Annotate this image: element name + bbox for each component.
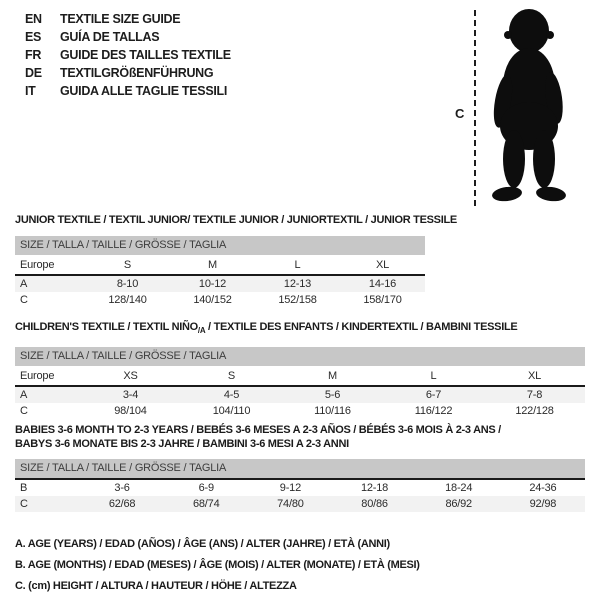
language-code: FR: [25, 48, 42, 62]
table-row-c: [15, 292, 425, 308]
language-label: GUIDA ALLE TAGLIE TESSILI: [60, 84, 228, 98]
row-label: C: [20, 405, 28, 418]
size-header-bar: SIZE / TALLA / TAILLE / GRÖSSE / TAGLIA: [15, 236, 425, 255]
toddler-silhouette-icon: [481, 6, 577, 208]
data-cell: 140/152: [193, 294, 232, 306]
table-row-c: [15, 403, 585, 419]
row-label: A: [20, 389, 28, 402]
row-label: B: [20, 482, 28, 494]
header-cell-size: L: [255, 255, 340, 275]
height-measure-line: [474, 10, 476, 206]
data-cell: 7-8: [526, 389, 543, 402]
data-cell: 122/128: [515, 405, 554, 418]
header-cell-size: M: [282, 366, 383, 386]
data-cell: 6-9: [198, 482, 214, 494]
junior-size-table: [15, 255, 425, 308]
data-cell: 98/104: [114, 405, 147, 418]
section-title-babies-line2: BABYS 3-6 MONATE BIS 2-3 JAHRE / BAMBINI 3-6 MESI A 2-3 ANNI: [15, 438, 349, 450]
data-cell: 14-16: [368, 278, 397, 290]
header-cell-size: S: [181, 366, 282, 386]
data-cell: 68/74: [192, 498, 220, 510]
data-cell: 10-12: [198, 278, 227, 290]
footnote-c: C. (cm) HEIGHT / ALTURA / HAUTEUR / HÖHE / ALTEZZA: [15, 580, 297, 592]
title-text: CHILDREN'S TEXTILE / TEXTIL NIÑO: [15, 321, 198, 333]
size-header-bar: SIZE / TALLA / TAILLE / GRÖSSE / TAGLIA: [15, 459, 585, 480]
data-cell: 6-7: [425, 389, 442, 402]
data-cell: 24-36: [529, 482, 557, 494]
data-cell: 18-24: [445, 482, 473, 494]
table-row-a: [15, 386, 585, 403]
row-label: A: [20, 278, 28, 290]
data-cell: 3-4: [122, 389, 139, 402]
footnote-legend: [15, 534, 420, 597]
data-cell: 5-6: [324, 389, 341, 402]
data-cell: 128/140: [108, 294, 147, 306]
size-header-bar: SIZE / TALLA / TAILLE / GRÖSSE / TAGLIA: [15, 347, 585, 366]
language-label: GUIDE DES TAILLES TEXTILE: [60, 48, 231, 62]
language-row-fr: [25, 46, 231, 64]
data-cell: 4-5: [223, 389, 240, 402]
data-cell: 12-18: [360, 482, 389, 494]
header-cell-size: M: [170, 255, 255, 275]
language-code: ES: [25, 30, 42, 44]
language-code: EN: [25, 12, 42, 26]
data-cell: 8-10: [116, 278, 139, 290]
section-title-childrens: [15, 320, 585, 338]
header-cell-size: S: [85, 255, 170, 275]
babies-section: [15, 423, 585, 512]
data-cell: 152/158: [278, 294, 317, 306]
data-cell: 110/116: [314, 405, 351, 418]
header-cell-size: XL: [484, 366, 585, 386]
header-cell-size: XL: [340, 255, 425, 275]
header-cell-region: Europe: [15, 255, 85, 275]
footnote-a: A. AGE (YEARS) / EDAD (AÑOS) / ÂGE (ANS) / ALTER (JAHRE) / ETÀ (ANNI): [15, 538, 390, 550]
data-cell: 9-12: [279, 482, 301, 494]
table-header-row: [15, 366, 585, 386]
language-row-de: [25, 64, 231, 82]
height-measure-label: C: [455, 106, 465, 121]
data-cell: 116/122: [414, 405, 453, 418]
data-cell: 92/98: [529, 498, 557, 510]
language-code: DE: [25, 66, 42, 80]
language-label: GUÍA DE TALLAS: [60, 30, 160, 44]
section-title-babies-line1: BABIES 3-6 MONTH TO 2-3 YEARS / BEBÉS 3-6 MESES A 2-3 AÑOS / BÉBÉS 3-6 MOIS À 2-3 ANS /: [15, 424, 501, 436]
header-cell-size: XS: [80, 366, 181, 386]
section-title-junior: JUNIOR TEXTILE / TEXTIL JUNIOR/ TEXTILE JUNIOR / JUNIORTEXTIL / JUNIOR TESSILE: [15, 214, 457, 226]
data-cell: 104/110: [212, 405, 251, 418]
language-label: TEXTILGRÖßENFÜHRUNG: [60, 66, 214, 80]
childrens-size-table: [15, 366, 585, 419]
header-cell-size: L: [383, 366, 484, 386]
table-row-b: [15, 480, 585, 496]
data-cell: 62/68: [108, 498, 136, 510]
childrens-section: [15, 320, 585, 419]
junior-section: [15, 213, 457, 308]
title-subscript: /A: [197, 326, 206, 336]
babies-size-table: [15, 480, 585, 512]
language-row-es: [25, 28, 231, 46]
data-cell: 80/86: [361, 498, 388, 510]
language-row-en: [25, 10, 231, 28]
language-label: TEXTILE SIZE GUIDE: [60, 12, 181, 26]
language-code: IT: [25, 84, 36, 98]
data-cell: 3-6: [114, 482, 130, 494]
language-row-it: [25, 82, 231, 100]
data-cell: 12-13: [283, 278, 312, 290]
row-label: C: [20, 294, 28, 306]
language-list: [25, 10, 231, 100]
data-cell: 74/80: [277, 498, 304, 510]
footnote-b: B. AGE (MONTHS) / EDAD (MESES) / ÂGE (MOIS) / ALTER (MONATE) / ETÀ (MESI): [15, 559, 420, 571]
table-row-c: [15, 496, 585, 512]
header-cell-region: Europe: [15, 366, 80, 386]
title-text: / TEXTILE DES ENFANTS / KINDERTEXTIL / BAMBINI TESSILE: [205, 321, 518, 333]
table-header-row: [15, 255, 425, 275]
table-row-a: [15, 275, 425, 292]
data-cell: 86/92: [445, 498, 472, 510]
row-label: C: [20, 498, 28, 510]
data-cell: 158/170: [363, 294, 402, 306]
